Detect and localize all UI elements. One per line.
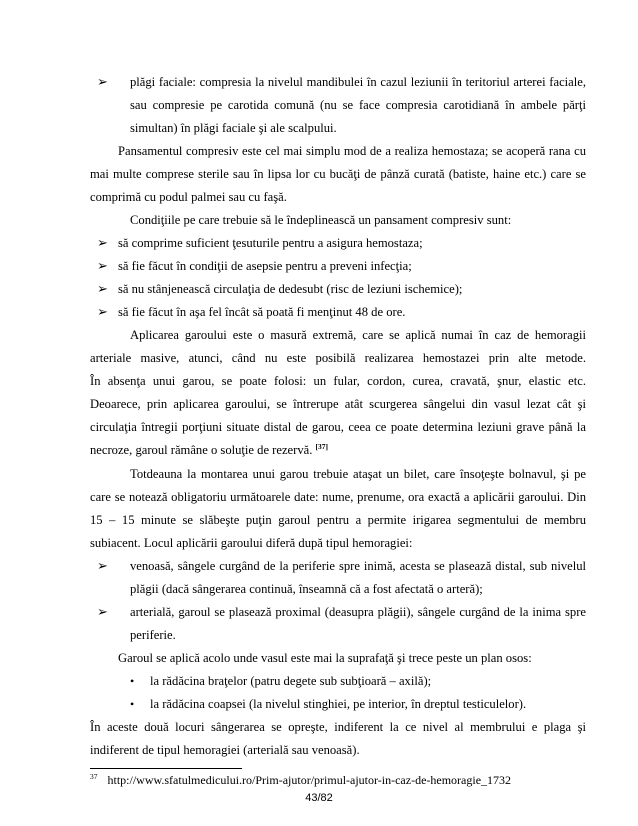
footnote-number: 37 xyxy=(90,772,98,781)
arrow-bullet-icon: ➢ xyxy=(97,604,108,619)
arrow-bullet-icon: ➢ xyxy=(97,281,108,296)
text-line: 15 – 15 minute se slăbeşte puţin garoul pentru a permite irigarea segmentului de membru xyxy=(90,513,586,527)
text-line-content: necroze, garoul rămâne o soluţie de rezervă. xyxy=(90,443,313,457)
footnote-separator xyxy=(90,768,242,769)
list-item-continuation: periferie. xyxy=(130,628,176,642)
arrow-bullet-icon: ➢ xyxy=(97,258,108,273)
dot-bullet-icon: • xyxy=(130,674,135,688)
list-item: să fie făcut în aşa fel încât să poată fi menţinut 48 de ore. xyxy=(118,305,406,319)
list-item: venoasă, sângele curgând de la periferie spre inimă, acesta se plasează distal, sub nivelul xyxy=(130,559,586,573)
text-line: comprimă cu podul palmei sau cu faşă. xyxy=(90,190,287,204)
dot-bullet-icon: • xyxy=(130,697,135,711)
list-item: la rădăcina coapsei (la nivelul stinghiei, pe interior, în dreptul testiculelor). xyxy=(150,697,527,711)
citation-ref: [37] xyxy=(315,441,329,451)
text-line: plăgi faciale: compresia la nivelul mandibulei în cazul leziunii în teritoriul arterei faciale, xyxy=(130,75,586,89)
text-line: Garoul se aplică acolo unde vasul este mai la suprafaţă şi trece peste un plan osos: xyxy=(118,651,532,665)
list-item: să nu stânjenească circulaţia de dedesubt (risc de leziuni ischemice); xyxy=(118,282,463,296)
list-item-continuation: plăgii (dacă sângerarea continuă, înseamnă că a fost afectată o arteră); xyxy=(130,582,483,596)
text-line: Pansamentul compresiv este cel mai simplu mod de a realiza hemostaza; se acoperă rana cu xyxy=(118,144,586,158)
text-line: În aceste două locuri sângerarea se opreşte, indiferent la ce nivel al membrului e plaga şi xyxy=(90,720,586,734)
text-line: Condiţiile pe care trebuie să le îndeplinească un pansament compresiv sunt: xyxy=(130,213,512,227)
arrow-bullet-icon: ➢ xyxy=(97,558,108,573)
text-line: mai multe comprese sterile sau în lipsa lor cu bucăţi de pânză curată (batiste, haine etc.) care se xyxy=(90,167,586,181)
text-line: Aplicarea garoului este o masură extremă, care se aplică numai în caz de hemoragii xyxy=(130,328,586,342)
arrow-bullet-icon: ➢ xyxy=(97,304,108,319)
list-item: arterială, garoul se plasează proximal (deasupra plăgii), sângele curgând de la inima spre xyxy=(130,605,586,619)
list-item: să fie făcut în condiţii de asepsie pentru a preveni infecţia; xyxy=(118,259,412,273)
text-line: arteriale masive, atunci, când nu este posibilă realizarea hemostazei prin alte metode. xyxy=(90,351,586,365)
arrow-bullet-icon: ➢ xyxy=(97,235,108,250)
text-line xyxy=(90,442,586,458)
text-line: indiferent de tipul hemoragiei (arterială sau venoasă). xyxy=(90,743,360,757)
arrow-bullet-icon: ➢ xyxy=(97,74,108,89)
text-line: circulaţia întregii porţiuni situate distal de garou, ceea ce poate determina leziuni grave până la xyxy=(90,420,586,434)
text-line: sau compresie pe carotida comună (nu se face compresia carotidiană în ambele părţi xyxy=(130,98,586,112)
text-line: În absenţa unui garou, se poate folosi: un fular, cordon, curea, cravată, şnur, elastic etc. xyxy=(90,374,586,388)
text-line: simultan) în plăgi faciale şi ale scalpului. xyxy=(130,121,337,135)
footnote-link[interactable]: http://www.sfatulmedicului.ro/Prim-ajutor/primul-ajutor-in-caz-de-hemoragie_1732 xyxy=(107,773,512,787)
text-line: Deoarece, prin aplicarea garoului, se întrerupe atât scurgerea sângelui din vasul lezat cât şi xyxy=(90,397,586,411)
list-item: la rădăcina braţelor (patru degete sub subţioară – axilă); xyxy=(150,674,432,688)
text-line: subiacent. Locul aplicării garoului diferă după tipul hemoragiei: xyxy=(90,536,413,550)
text-line: Totdeauna la montarea unui garou trebuie ataşat un bilet, care însoţeşte bolnavul, şi pe xyxy=(130,467,586,481)
footnote xyxy=(90,772,511,788)
list-item: să comprime suficient ţesuturile pentru a asigura hemostaza; xyxy=(118,236,423,250)
page-number: 43/82 xyxy=(305,792,333,804)
text-line: care se notează obligatoriu următoarele date: nume, prenume, ora exactă a aplicării garoului. Din xyxy=(90,490,586,504)
